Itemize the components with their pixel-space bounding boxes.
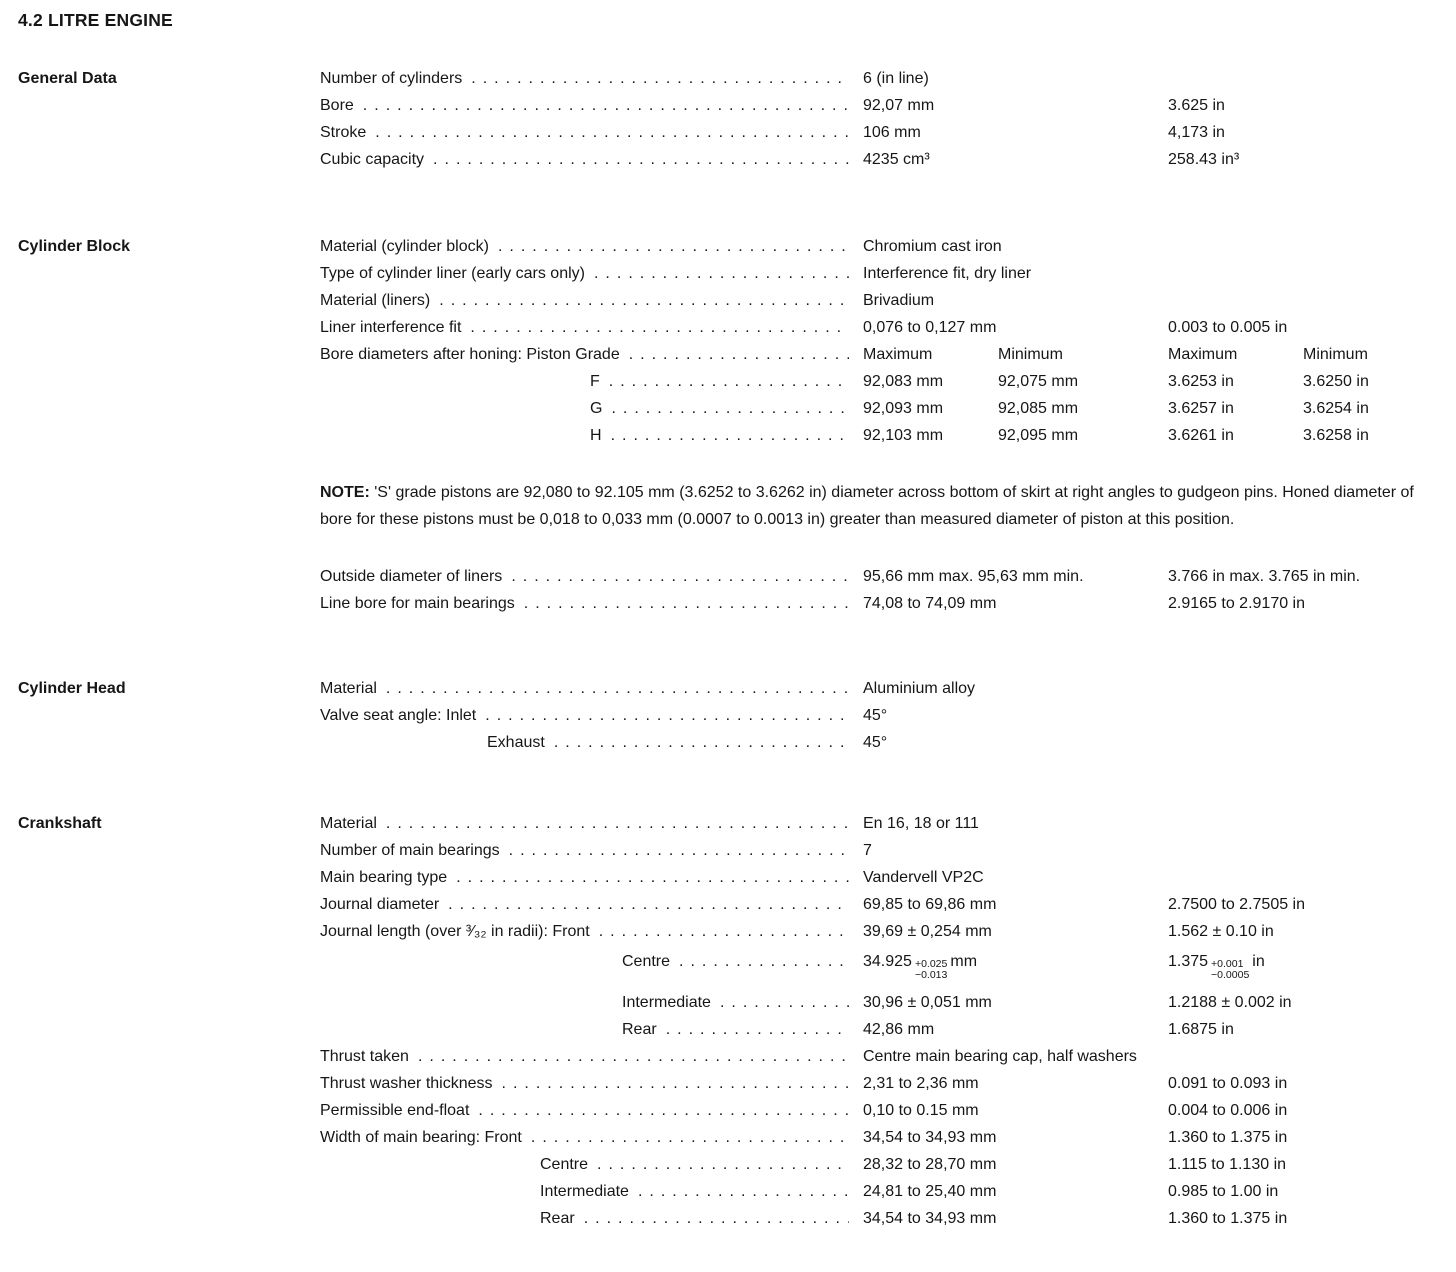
dotted-leader [638,1178,849,1205]
spec-row [320,119,1438,146]
metric-value: Interference fit, dry liner [863,265,1032,282]
spec-label: Thrust taken [320,1048,409,1065]
metric-max-value: 92,083 mm [863,373,944,390]
spec-label: Intermediate [540,1183,629,1200]
imperial-values [1168,368,1438,395]
imperial-value: 258.43 in³ [1168,151,1240,168]
spec-label: Material (cylinder block) [320,238,489,255]
imperial-value: 1.115 to 1.130 in [1168,1156,1287,1173]
section-heading-crankshaft: Crankshaft [18,815,102,832]
section-cylinder-block [18,233,1444,617]
dotted-leader [448,891,849,918]
note [320,479,1432,533]
imperial-value: 1.2188 ± 0.002 in [1168,994,1292,1011]
metric-unit: mm [950,953,978,970]
spec-row [320,918,1438,945]
imperial-value: 2.9165 to 2.9170 in [1168,595,1306,612]
spec-row [320,590,1438,617]
spec-row [320,1178,1438,1205]
note-text: 'S' grade pistons are 92,080 to 92.105 mm (3.6252 to 3.6262 in) diameter across bottom of skirt at right angles to gudgeon pins. Honed diameter of bore for these pistons must be 0,018 to 0,033 mm (0.0007 to 0.0013 in) greater than measured diameter of piston at this position. [320,484,1414,528]
spec-row [320,1097,1438,1124]
metric-value: Chromium cast iron [863,238,1002,255]
imperial-value: 1.360 to 1.375 in [1168,1210,1288,1227]
dotted-leader [554,729,849,756]
metric-max-value: 92,103 mm [863,427,944,444]
column-header-minimum: Minimum [998,346,1063,363]
metric-value: 6 (in line) [863,70,929,87]
metric-min-value: 92,095 mm [998,427,1079,444]
imperial-value: 0.985 to 1.00 in [1168,1183,1279,1200]
spec-label: Permissible end-float [320,1102,470,1119]
imperial-values [1168,422,1438,449]
imperial-value: 0.003 to 0.005 in [1168,319,1288,336]
imperial-max-value: 3.6261 in [1168,427,1234,444]
spec-label: Main bearing type [320,869,448,886]
imperial-max-value: 3.6257 in [1168,400,1234,417]
imperial-values [1168,395,1438,422]
spec-row [320,989,1438,1016]
metric-value: 106 mm [863,124,921,141]
spec-row [320,864,1438,891]
tolerance-plus: +0.025 [914,958,948,970]
column-header-maximum: Maximum [1168,346,1238,363]
imperial-value: 3.766 in max. 3.765 in min. [1168,568,1361,585]
metric-values [863,368,1168,395]
imperial-value [1168,729,1438,756]
note-label: NOTE: [320,484,370,501]
metric-value: 45° [863,707,888,724]
spec-row [320,1043,1438,1070]
tolerance-plus: +0.001 [1211,958,1244,970]
metric-value: Aluminium alloy [863,680,976,697]
spec-row [320,675,1438,702]
metric-value: 95,66 mm max. 95,63 mm min. [863,568,1084,585]
spec-label: Exhaust [487,734,545,751]
imperial-value [1168,675,1438,702]
dotted-leader [524,590,849,617]
spec-row [320,233,1438,260]
imperial-min-value: 3.6254 in [1303,400,1369,417]
metric-value: 42,86 mm [863,1021,935,1038]
section-heading-general-data: General Data [18,70,117,87]
dotted-leader [498,233,849,260]
spec-label: Thrust washer thickness [320,1075,493,1092]
imperial-unit: in [1252,953,1265,970]
dotted-leader [439,287,849,314]
dotted-leader [594,260,849,287]
dotted-leader [584,1205,849,1232]
metric-values [863,395,1168,422]
dotted-leader [597,1151,849,1178]
spec-row [320,729,1438,756]
section-general-data [18,65,1444,173]
metric-value: 0,076 to 0,127 mm [863,319,997,336]
spec-row [320,1151,1438,1178]
dotted-leader [456,864,849,891]
spec-label: Rear [540,1210,575,1227]
metric-column-headers [863,341,1168,368]
metric-base-value: 34.925 [863,953,912,970]
spec-label: Centre [540,1156,589,1173]
imperial-value: 4,173 in [1168,124,1225,141]
dotted-leader [509,837,849,864]
metric-value: Brivadium [863,292,935,309]
spec-label: Journal length (over ³⁄₃₂ in radii): Front [320,923,590,940]
spec-label: Liner interference fit [320,319,462,336]
imperial-column-headers [1168,341,1438,368]
spec-row-centre-journal [320,945,1438,981]
dotted-leader [363,92,849,119]
metric-value [863,945,1168,981]
dotted-leader [386,675,849,702]
metric-tolerance [915,959,947,981]
grade-header-row [320,341,1438,368]
imperial-value [1168,702,1438,729]
spec-label: Bore [320,97,354,114]
spec-row [320,260,1438,287]
imperial-value [1168,945,1438,981]
dotted-leader [629,341,849,368]
dotted-leader [611,422,849,449]
section-body-cylinder-head [320,675,1438,756]
imperial-value [1168,1043,1438,1070]
dotted-leader [502,1070,849,1097]
tolerance-minus: −0.013 [914,969,948,981]
spec-label: Line bore for main bearings [320,595,515,612]
spec-row [320,65,1438,92]
spec-label: Outside diameter of liners [320,568,503,585]
metric-value: 92,07 mm [863,97,935,114]
spec-row [320,810,1438,837]
spec-label: Number of main bearings [320,842,500,859]
dotted-leader [418,1043,849,1070]
metric-value: 74,08 to 74,09 mm [863,595,997,612]
metric-value: 7 [863,842,872,859]
grade-label: H [590,427,602,444]
metric-value: 2,31 to 2,36 mm [863,1075,979,1092]
spec-label: Width of main bearing: Front [320,1129,522,1146]
dotted-leader [386,810,849,837]
metric-value: Vandervell VP2C [863,869,984,886]
spec-label: Valve seat angle: Inlet [320,707,477,724]
grade-row [320,422,1438,449]
grade-row [320,395,1438,422]
metric-value: 28,32 to 28,70 mm [863,1156,997,1173]
metric-value: 34,54 to 34,93 mm [863,1210,997,1227]
metric-min-value: 92,085 mm [998,400,1079,417]
spec-label: Type of cylinder liner (early cars only) [320,265,585,282]
imperial-min-value: 3.6258 in [1303,427,1369,444]
dotted-leader [511,563,849,590]
column-header-minimum: Minimum [1303,346,1368,363]
section-heading-cylinder-block: Cylinder Block [18,238,131,255]
imperial-value: 0.004 to 0.006 in [1168,1102,1288,1119]
grade-label: G [590,400,603,417]
spec-row [320,702,1438,729]
metric-value: En 16, 18 or 111 [863,815,979,832]
spec-label: Rear [622,1021,657,1038]
spec-label: Intermediate [622,994,711,1011]
dotted-leader [611,395,849,422]
imperial-value [1168,837,1438,864]
dotted-leader [485,702,849,729]
imperial-value [1168,810,1438,837]
imperial-value: 1.360 to 1.375 in [1168,1129,1288,1146]
imperial-tolerance [1211,959,1249,981]
spec-row [320,1070,1438,1097]
imperial-value: 3.625 in [1168,97,1225,114]
imperial-value: 2.7500 to 2.7505 in [1168,896,1306,913]
tolerance-minus: −0.0005 [1211,969,1250,981]
metric-value: 24,81 to 25,40 mm [863,1183,997,1200]
dotted-leader [679,945,849,981]
imperial-value [1168,287,1438,314]
imperial-value [1168,864,1438,891]
spec-row [320,287,1438,314]
spec-row [320,563,1438,590]
dotted-leader [609,368,849,395]
spec-label: Material (liners) [320,292,431,309]
imperial-value: 1.562 ± 0.10 in [1168,923,1274,940]
metric-value: 34,54 to 34,93 mm [863,1129,997,1146]
spec-row [320,146,1438,173]
spec-row [320,1124,1438,1151]
dotted-leader [599,918,849,945]
spec-row [320,891,1438,918]
spec-label: Bore diameters after honing: Piston Grade [320,346,620,363]
spec-label: Stroke [320,124,367,141]
imperial-value [1168,260,1438,287]
dotted-leader [478,1097,849,1124]
spec-label: Material [320,680,377,697]
section-body-crankshaft [320,810,1438,1232]
section-heading-cylinder-head: Cylinder Head [18,680,126,697]
metric-value: 39,69 ± 0,254 mm [863,923,992,940]
grade-label: F [590,373,600,390]
dotted-leader [375,119,849,146]
spec-label: Journal diameter [320,896,440,913]
metric-values [863,422,1168,449]
spec-label: Material [320,815,377,832]
dotted-leader [666,1016,849,1043]
spec-row [320,837,1438,864]
dotted-leader [531,1124,849,1151]
spec-row [320,314,1438,341]
spec-row [320,1205,1438,1232]
page-title: 4.2 LITRE ENGINE [18,10,173,30]
metric-value: 4235 cm³ [863,151,930,168]
metric-max-value: 92,093 mm [863,400,944,417]
imperial-base-value: 1.375 [1168,953,1209,970]
spec-label: Centre [622,953,671,970]
spec-label: Number of cylinders [320,70,463,87]
imperial-max-value: 3.6253 in [1168,373,1234,390]
metric-value: 45° [863,734,888,751]
metric-value: 0,10 to 0.15 mm [863,1102,979,1119]
section-body-cylinder-block [320,233,1438,617]
metric-value: 30,96 ± 0,051 mm [863,994,992,1011]
dotted-leader [470,314,849,341]
metric-value: Centre main bearing cap, half washers [863,1048,1137,1065]
imperial-value [1168,65,1438,92]
spec-row [320,92,1438,119]
grade-row [320,368,1438,395]
section-cylinder-head [18,675,1444,756]
metric-min-value: 92,075 mm [998,373,1079,390]
spec-label: Cubic capacity [320,151,425,168]
dotted-leader [720,989,849,1016]
metric-value: 69,85 to 69,86 mm [863,896,997,913]
section-body-general-data [320,65,1438,173]
imperial-value: 1.6875 in [1168,1021,1234,1038]
spec-row [320,1016,1438,1043]
dotted-leader [471,65,849,92]
imperial-value [1168,233,1438,260]
section-crankshaft [18,810,1444,1232]
dotted-leader [433,146,849,173]
imperial-value: 0.091 to 0.093 in [1168,1075,1288,1092]
column-header-maximum: Maximum [863,346,933,363]
imperial-min-value: 3.6250 in [1303,373,1369,390]
